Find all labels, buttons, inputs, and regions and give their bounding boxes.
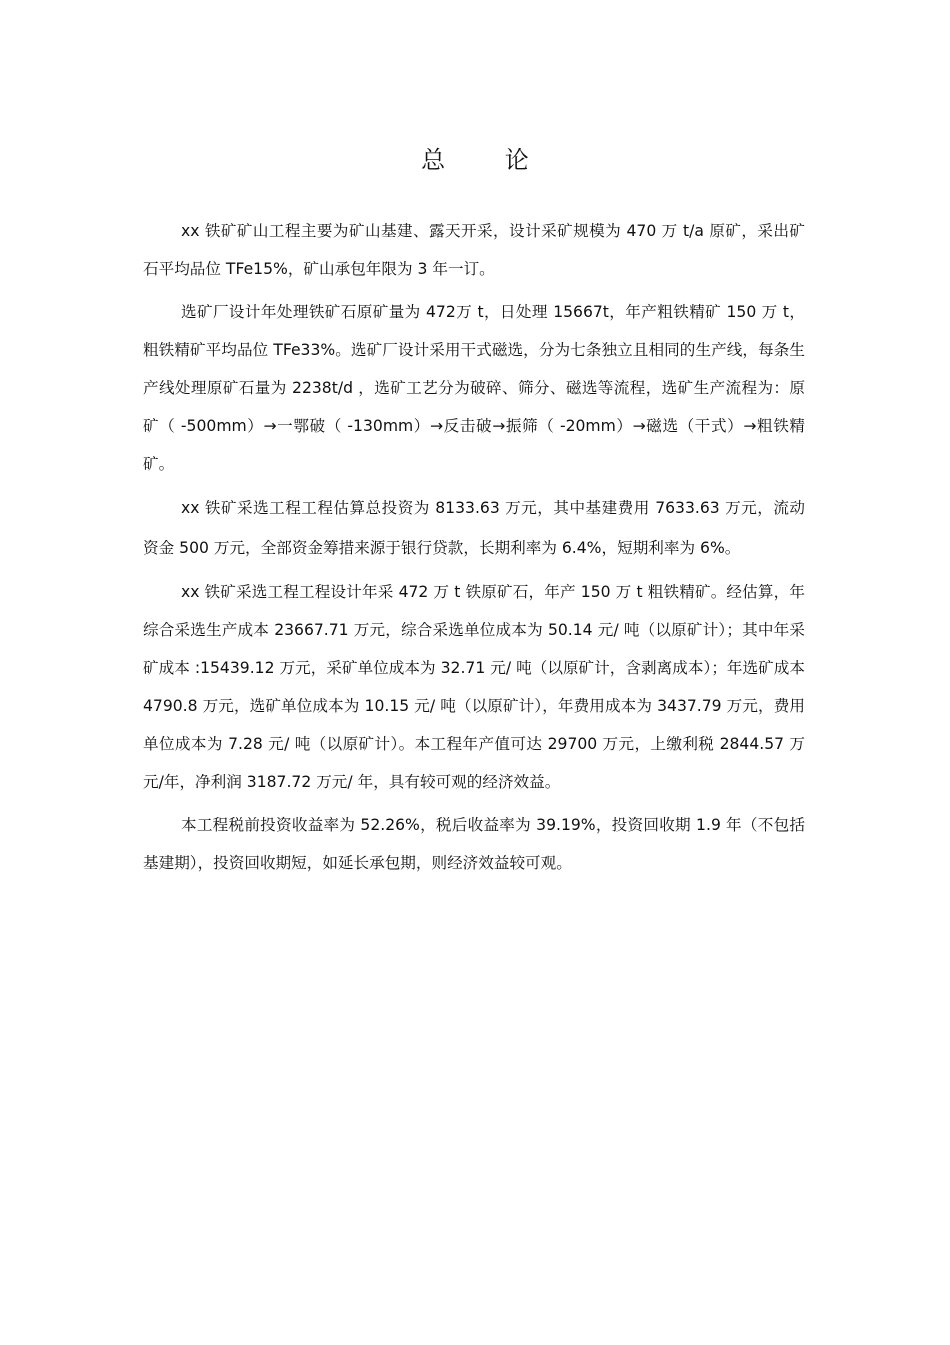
paragraph-mining-overview: xx 铁矿矿山工程主要为矿山基建、露天开采，设计采矿规模为 470 万 t/a 原矿，采出矿石平均品位 TFe15%，矿山承包年限为 3 年一订。	[143, 222, 805, 278]
paragraph-production-cost: xx 铁矿采选工程工程设计年采 472 万 t 铁原矿石，年产 150 万 t 粗铁精矿。经估算，年综合采选生产成本 23667.71 万元，综合采选单位成本为 50.14 元/ 吨（以原矿计）；其中年采矿成本 :15439.12 万元，采矿单位成本为 32.71 元/ 吨（以原矿计，含剥离成本）；年选矿成本 4790.8 万元，选矿单位成本为 10.15 元/ 吨（以原矿计），年费用成本为 3437.79 万元，费用单位成本为 7.28 元/ 吨（以原矿计）。本工程年产值可达 29700 万元，上缴利税 2844.57 万元/年，净利润 3187.72 万元/ 年，具有较可观的经济效益。	[143, 583, 805, 791]
document-body	[143, 212, 805, 887]
document-title: 总 论	[421, 146, 555, 174]
paragraph-beneficiation-plant: 选矿厂设计年处理铁矿石原矿量为 472万 t，日处理 15667t，年产粗铁精矿 150 万 t，粗铁精矿平均品位 TFe33%。选矿厂设计采用干式磁选，分为七条独立且相同的生产线，每条生产线处理原矿石量为 2238t/d ，选矿工艺分为破碎、筛分、磁选等流程，选矿生产流程为：原矿（ -500mm）→一鄂破（ -130mm）→反击破→振筛（ -20mm）→磁选（干式）→粗铁精矿。	[143, 303, 805, 473]
paragraph-return-on-investment: 本工程税前投资收益率为 52.26%，税后收益率为 39.19%，投资回收期 1.9 年（不包括基建期），投资回收期短，如延长承包期，则经济效益较可观。	[143, 816, 805, 872]
paragraph-investment: xx 铁矿采选工程工程估算总投资为 8133.63 万元，其中基建费用 7633.63 万元，流动资金 500 万元，全部资金筹措来源于银行贷款，长期利率为 6.4%，短期利率为 6%。	[143, 499, 805, 557]
